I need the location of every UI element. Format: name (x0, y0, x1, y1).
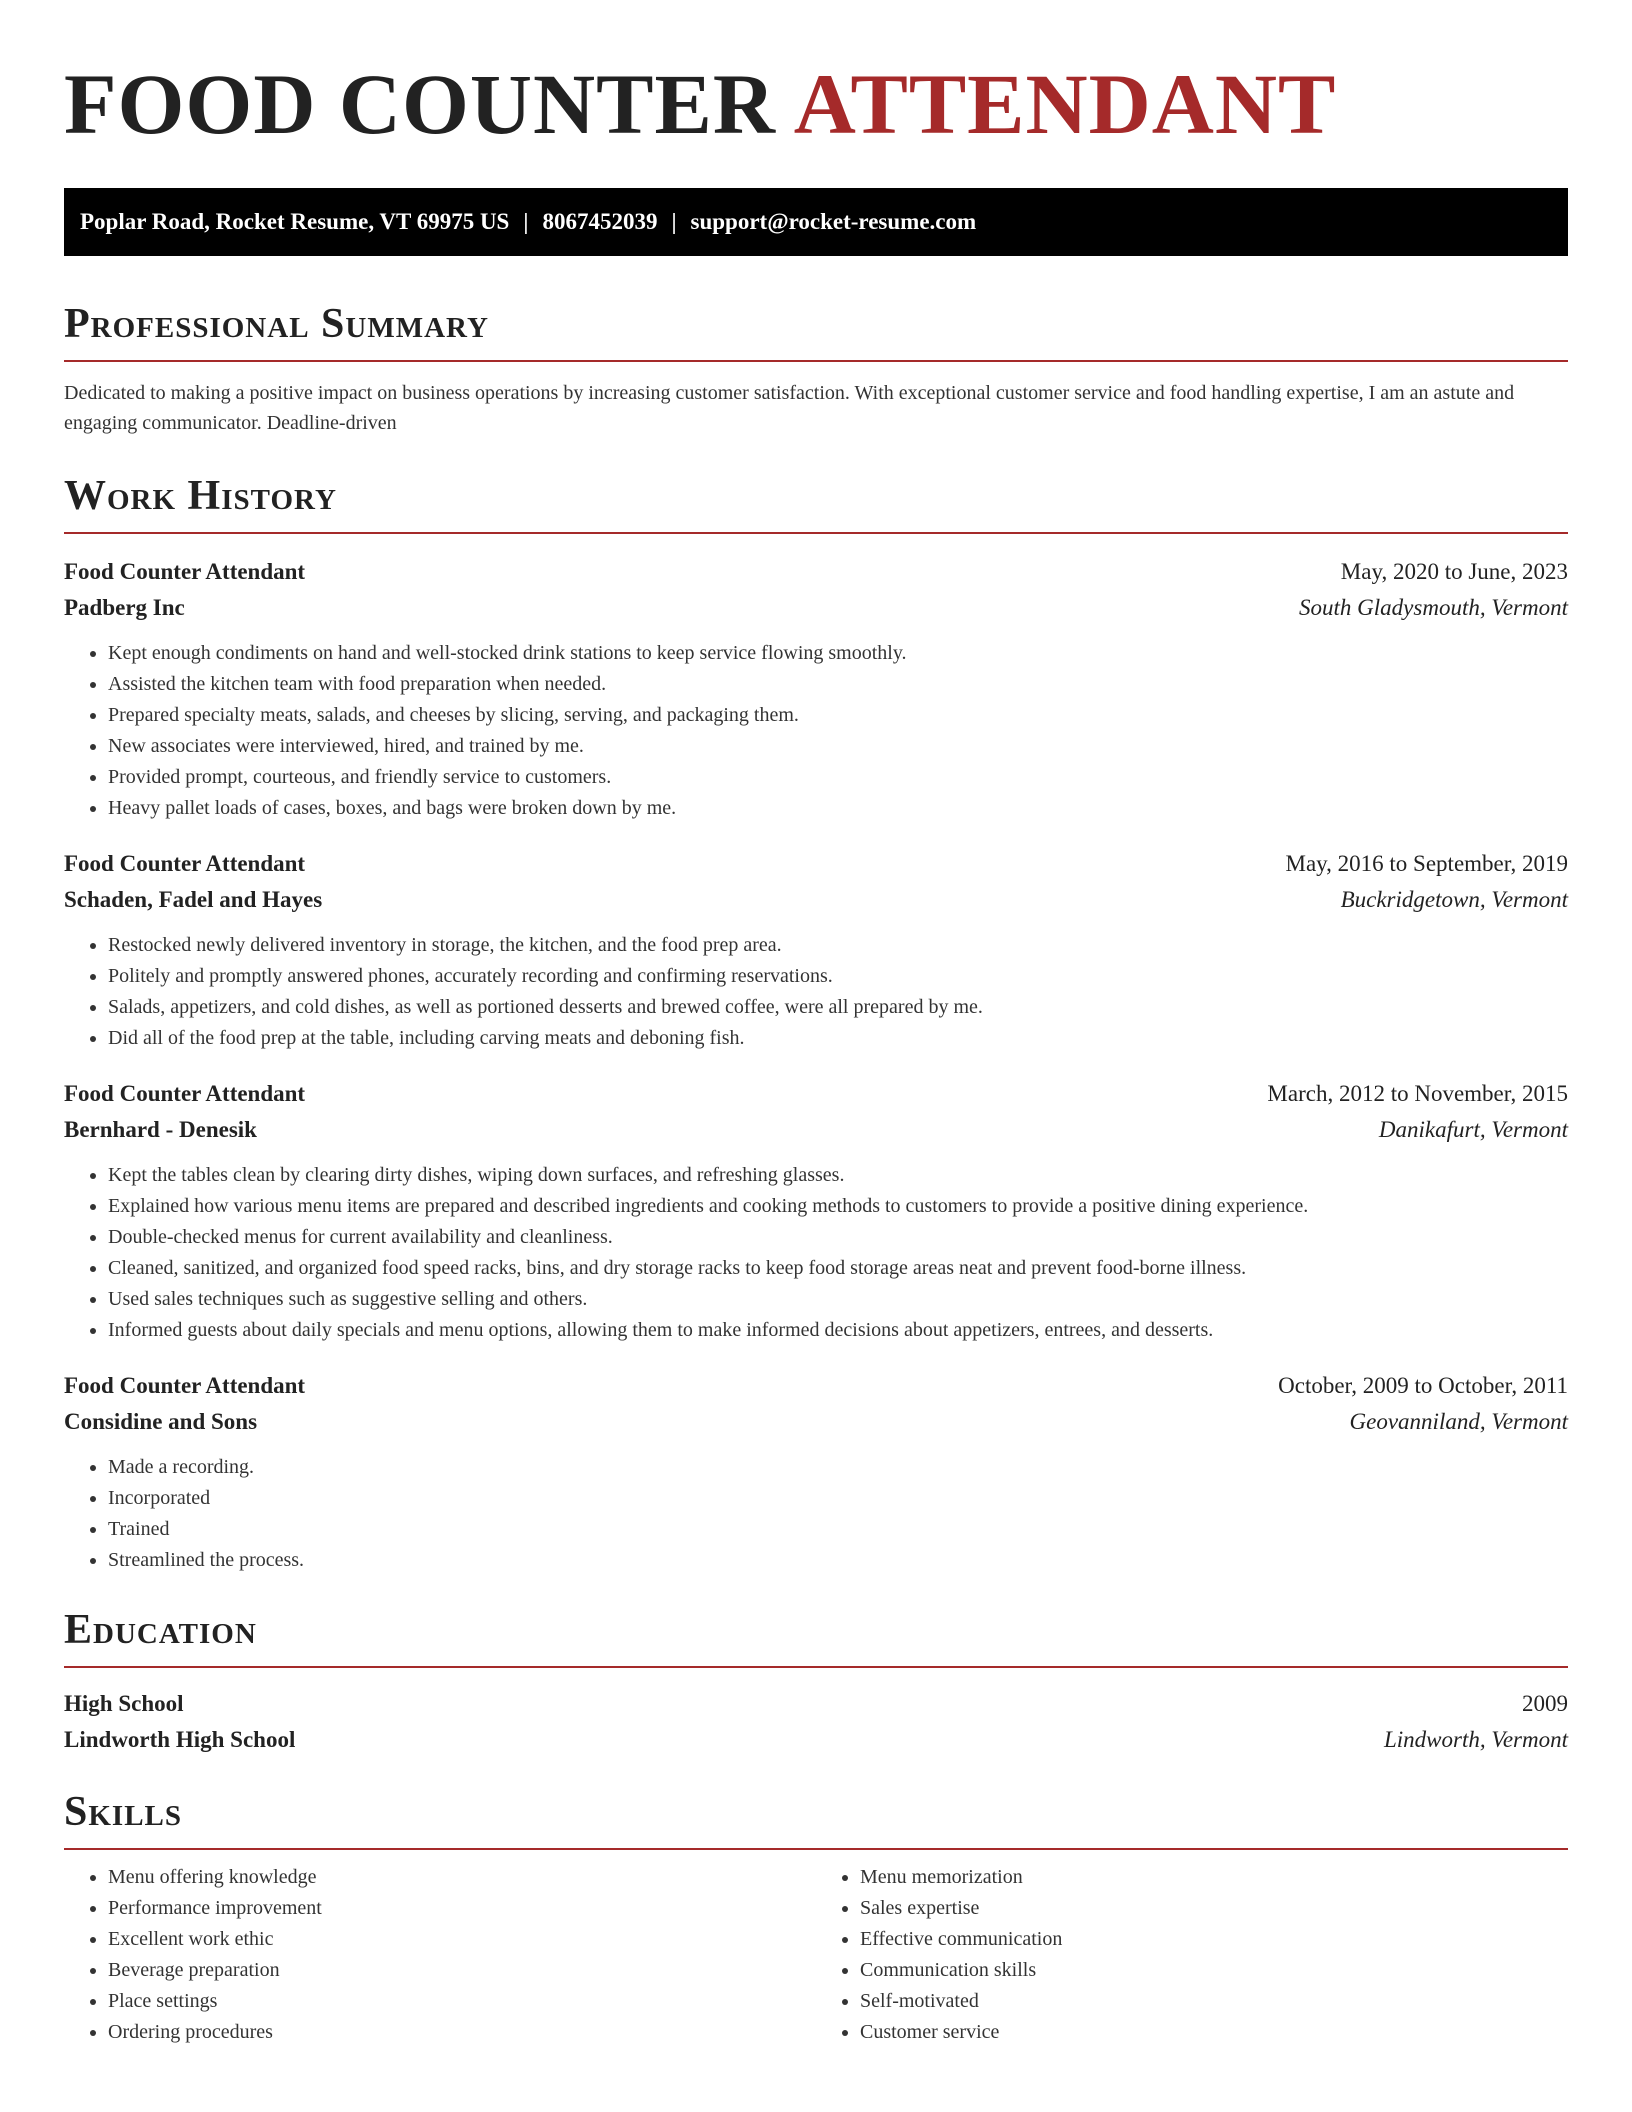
section-title-education: Education (64, 1604, 1568, 1668)
job-company: Padberg Inc (64, 595, 185, 620)
job-duties-list (64, 1160, 1568, 1346)
skill-item: • Sales expertise (860, 1893, 1568, 1924)
job-duty: • Salads, appetizers, and cold dishes, as well as portioned desserts and brewed coffee, were all prepared by me. (108, 992, 1568, 1023)
skills-columns (64, 1862, 1568, 2048)
job-company-row (64, 1404, 1568, 1440)
job-title: Food Counter Attendant (64, 1081, 306, 1106)
resume-name (64, 56, 1568, 156)
job-duty: • Provided prompt, courteous, and friendly service to customers. (108, 762, 1568, 793)
contact-separator: | (523, 209, 529, 234)
job-dates: May, 2016 to September, 2019 (1285, 851, 1568, 876)
job-duty: • Informed guests about daily specials and menu options, allowing them to make informed decisions about appetizers, entrees, and desserts. (108, 1315, 1568, 1346)
job-duty: • Kept enough condiments on hand and well-stocked drink stations to keep service flowing smoothly. (108, 638, 1568, 669)
job-location: South Gladysmouth, Vermont (1299, 595, 1568, 620)
summary-text: Dedicated to making a positive impact on business operations by increasing customer satisfaction. With exceptional customer service and food handling expertise, I am an astute and engaging communicator. Deadline-driven (64, 382, 1515, 434)
name-last: ATTENDANT (793, 56, 1337, 152)
education-year: 2009 (1522, 1691, 1568, 1716)
job-duty: • Restocked newly delivered inventory in storage, the kitchen, and the food prep area. (108, 930, 1568, 961)
job-company-row (64, 882, 1568, 918)
education-degree: High School (64, 1691, 184, 1716)
education-entry (64, 1686, 1568, 1758)
job-location: Buckridgetown, Vermont (1340, 887, 1568, 912)
skills-list-right (816, 1862, 1568, 2048)
education-location: Lindworth, Vermont (1383, 1727, 1568, 1752)
job-duties-list (64, 1452, 1568, 1576)
skill-item: • Effective communication (860, 1924, 1568, 1955)
job-duty: • Assisted the kitchen team with food preparation when needed. (108, 669, 1568, 700)
job-duty: • Politely and promptly answered phones, accurately recording and confirming reservations. (108, 961, 1568, 992)
contact-bar (64, 188, 1568, 256)
education-school-row (64, 1722, 1568, 1758)
job-duty: • Incorporated (108, 1483, 1568, 1514)
skill-item: • Self-motivated (860, 1986, 1568, 2017)
job-title: Food Counter Attendant (64, 559, 306, 584)
skill-item: • Place settings (108, 1986, 816, 2017)
job-entry (64, 1076, 1568, 1346)
job-duty: • Streamlined the process. (108, 1545, 1568, 1576)
skills-list-left (64, 1862, 816, 2048)
section-title-skills: Skills (64, 1786, 1568, 1850)
skill-item: • Menu memorization (860, 1862, 1568, 1893)
skill-item: • Performance improvement (108, 1893, 816, 1924)
contact-address: Poplar Road, Rocket Resume, VT 69975 US (80, 209, 510, 234)
contact-phone: 8067452039 (542, 209, 658, 234)
job-duty: • Made a recording. (108, 1452, 1568, 1483)
skill-item: • Ordering procedures (108, 2017, 816, 2048)
job-title: Food Counter Attendant (64, 851, 306, 876)
job-location: Danikafurt, Vermont (1378, 1117, 1568, 1142)
skill-item: • Customer service (860, 2017, 1568, 2048)
job-duties-list (64, 638, 1568, 824)
job-duty: • Did all of the food prep at the table, including carving meats and deboning fish. (108, 1023, 1568, 1054)
job-entry (64, 1368, 1568, 1576)
name-first: FOOD COUNTER (64, 56, 776, 152)
job-header-row (64, 1076, 1568, 1112)
job-duty: • Trained (108, 1514, 1568, 1545)
job-company: Bernhard - Denesik (64, 1117, 257, 1142)
job-duty: • Prepared specialty meats, salads, and cheeses by slicing, serving, and packaging them. (108, 700, 1568, 731)
skill-item: • Excellent work ethic (108, 1924, 816, 1955)
contact-separator: | (671, 209, 677, 234)
job-header-row (64, 554, 1568, 590)
job-dates: March, 2012 to November, 2015 (1267, 1081, 1568, 1106)
skill-item: • Beverage preparation (108, 1955, 816, 1986)
job-duty: • New associates were interviewed, hired, and trained by me. (108, 731, 1568, 762)
job-entry (64, 846, 1568, 1054)
job-dates: May, 2020 to June, 2023 (1340, 559, 1568, 584)
job-title: Food Counter Attendant (64, 1373, 306, 1398)
section-title-work-history: Work History (64, 470, 1568, 534)
skill-item: • Menu offering knowledge (108, 1862, 816, 1893)
section-title-summary: Professional Summary (64, 298, 1568, 362)
job-header-row (64, 846, 1568, 882)
job-company: Schaden, Fadel and Hayes (64, 887, 323, 912)
job-duty: • Explained how various menu items are prepared and described ingredients and cooking methods to customers to provide a positive dining experience. (108, 1191, 1568, 1222)
job-duty: • Used sales techniques such as suggestive selling and others. (108, 1284, 1568, 1315)
job-duty: • Heavy pallet loads of cases, boxes, and bags were broken down by me. (108, 793, 1568, 824)
job-company: Considine and Sons (64, 1409, 258, 1434)
skill-item: • Communication skills (860, 1955, 1568, 1986)
contact-email: support@rocket-resume.com (690, 209, 977, 234)
job-company-row (64, 590, 1568, 626)
job-entry (64, 554, 1568, 824)
education-header-row (64, 1686, 1568, 1722)
job-duty: • Kept the tables clean by clearing dirty dishes, wiping down surfaces, and refreshing glasses. (108, 1160, 1568, 1191)
job-duties-list (64, 930, 1568, 1054)
job-location: Geovanniland, Vermont (1349, 1409, 1568, 1434)
job-duty: • Double-checked menus for current availability and cleanliness. (108, 1222, 1568, 1253)
job-duty: • Cleaned, sanitized, and organized food speed racks, bins, and dry storage racks to keep food storage areas neat and prevent food-borne illness. (108, 1253, 1568, 1284)
education-school: Lindworth High School (64, 1727, 296, 1752)
job-company-row (64, 1112, 1568, 1148)
job-header-row (64, 1368, 1568, 1404)
job-dates: October, 2009 to October, 2011 (1278, 1373, 1568, 1398)
